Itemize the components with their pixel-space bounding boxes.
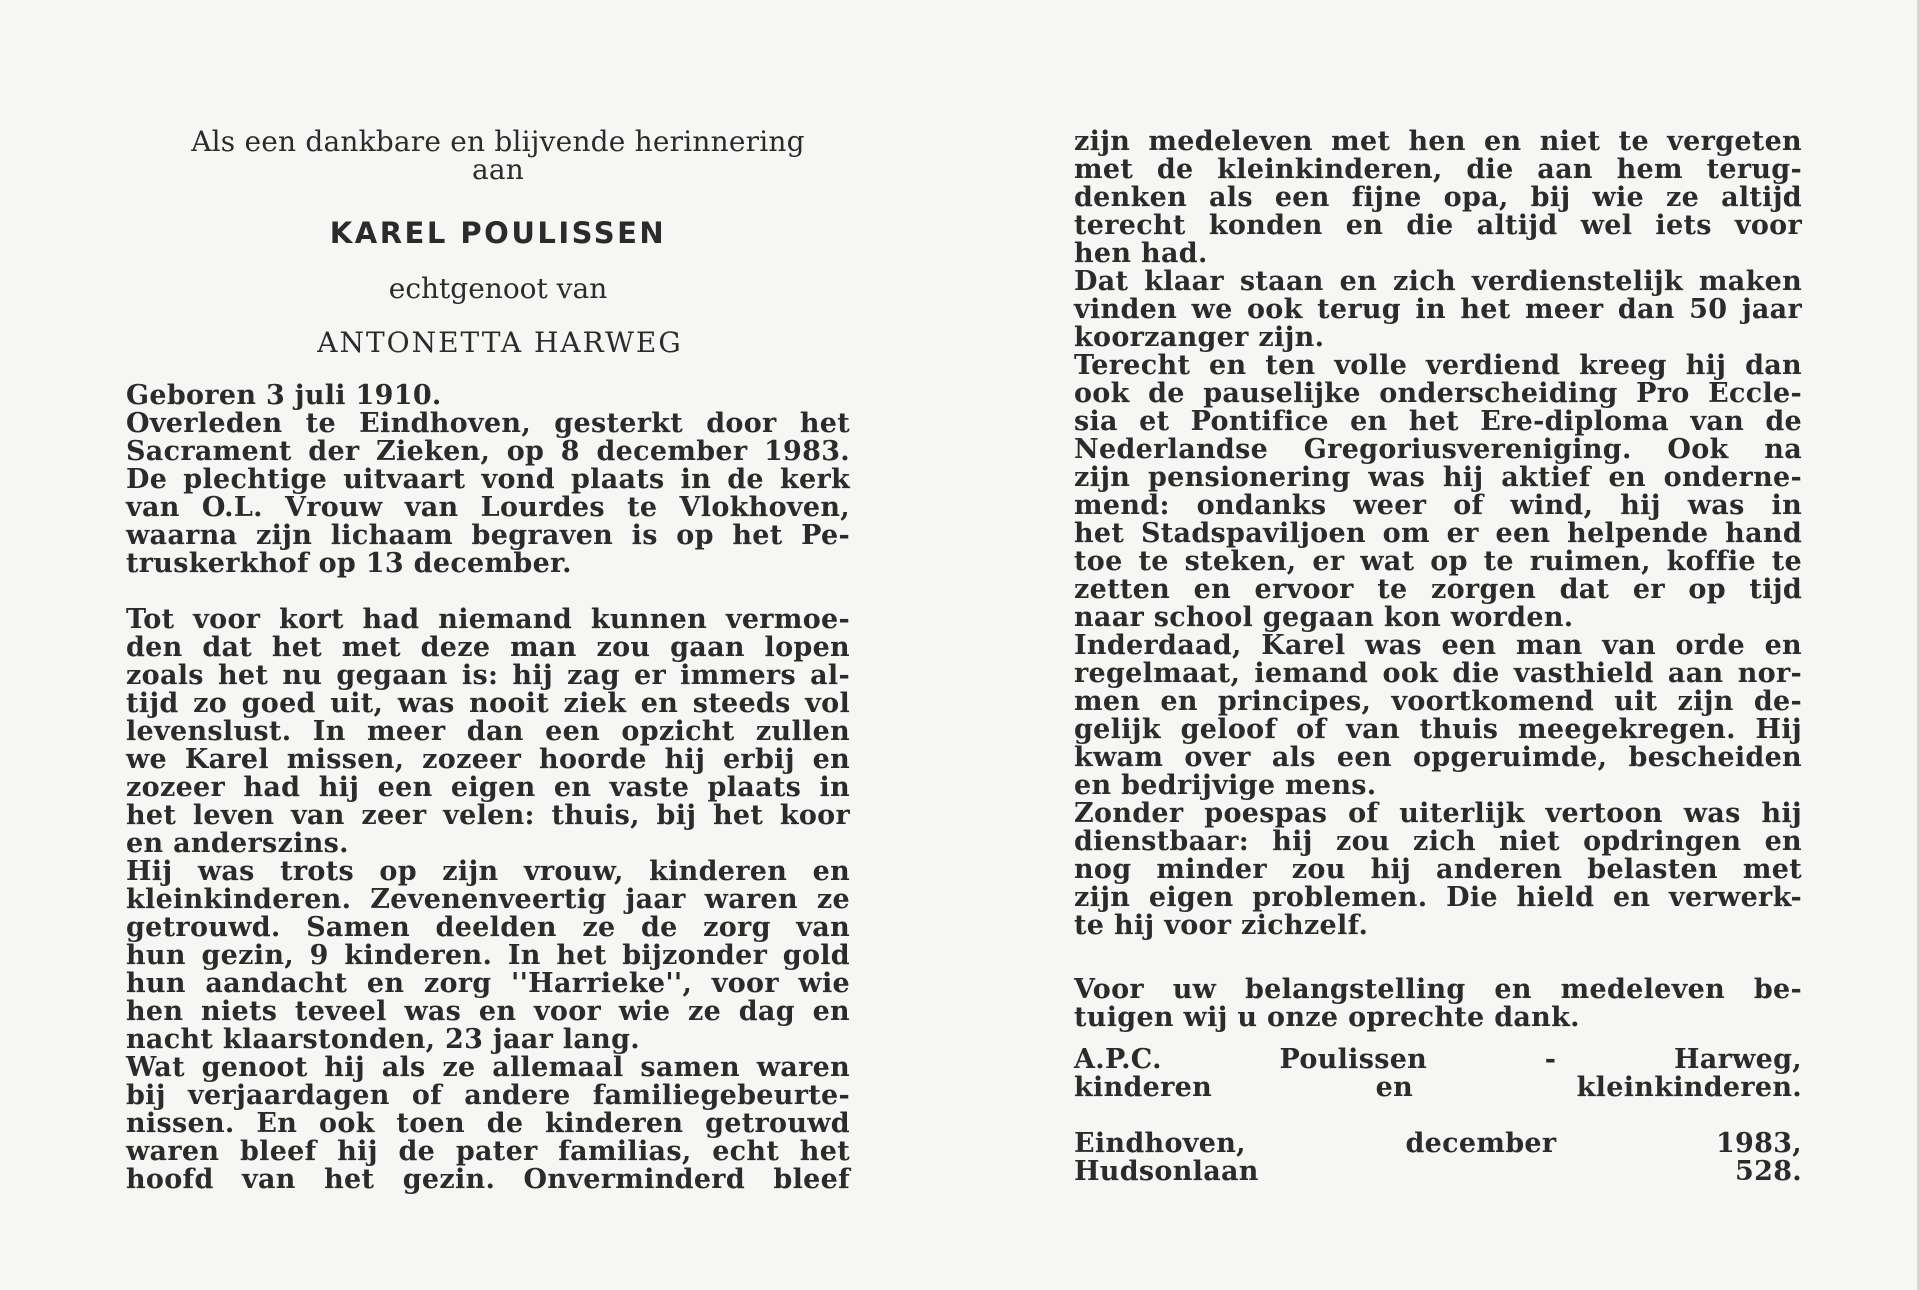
thanks-paragraph [1074, 976, 1802, 1032]
text-line: dienstbaar: hij zou zich niet opdringen en [1074, 826, 1802, 857]
text-line: regelmaat, iemand ook die vasthield aan nor- [1074, 658, 1802, 689]
text-line: truskerkhof op 13 december. [126, 548, 572, 579]
text-line: ook de pauselijke onderscheiding Pro Eccle- [1074, 378, 1802, 409]
text-line: zijn pensionering was hij aktief en onderne- [1074, 462, 1802, 493]
text-line: nissen. En ook toen de kinderen getrouwd [126, 1108, 850, 1139]
text-line: zetten en ervoor te zorgen dat er op tijd [1074, 574, 1802, 605]
text-line: getrouwd. Samen deelden ze de zorg van [126, 912, 850, 943]
text-line: hun gezin, 9 kinderen. In het bijzonder gold [126, 940, 850, 971]
text-line: mend: ondanks weer of wind, hij was in [1074, 490, 1802, 521]
text-line: waren bleef hij de pater familias, echt het [126, 1136, 850, 1167]
text-line: toe te steken, er wat op te ruimen, koffie te [1074, 546, 1802, 577]
text-line: en bedrijvige mens. [1074, 770, 1377, 801]
place-date-line: Eindhoven, december 1983, [1074, 1128, 1802, 1159]
intro-line-2: aan [471, 153, 525, 186]
text-line: men en principes, voortkomend uit zijn de- [1074, 686, 1802, 717]
body-left-paragraph [126, 606, 850, 1194]
text-line: Inderdaad, Karel was een man van orde en [1074, 630, 1802, 661]
text-line: Hij was trots op zijn vrouw, kinderen en [126, 856, 850, 887]
text-line: hoofd van het gezin. Onverminderd bleef [126, 1164, 850, 1195]
text-line: het leven van zeer velen: thuis, bij het koor [126, 800, 850, 831]
text-line: hen had. [1074, 238, 1208, 269]
text-line: bij verjaardagen of andere familiegebeurte- [126, 1080, 850, 1111]
text-line: Overleden te Eindhoven, gesterkt door het [126, 408, 850, 439]
text-line: hen niets teveel was en voor wie ze dag en [126, 996, 850, 1027]
spouse-intro: echtgenoot van [388, 272, 608, 305]
left-column [126, 125, 850, 1195]
text-line: Sacrament der Zieken, op 8 december 1983. [126, 436, 850, 467]
text-line: nog minder zou hij anderen belasten met [1074, 854, 1802, 885]
address-line: Hudsonlaan 528. [1074, 1156, 1802, 1187]
signature-line: A.P.C. Poulissen - Harweg, [1074, 1044, 1802, 1075]
text-line: en anderszins. [126, 828, 349, 859]
text-line: nacht klaarstonden, 23 jaar lang. [126, 1024, 640, 1055]
body-right-paragraph [1074, 128, 1802, 940]
card-header [126, 125, 850, 360]
text-line: Voor uw belangstelling en medeleven be- [1074, 974, 1802, 1005]
text-line: zozeer had hij een eigen en vaste plaats in [126, 772, 850, 803]
text-line: koorzanger zijn. [1074, 322, 1325, 353]
text-line: Zonder poespas of uiterlijk vertoon was hij [1074, 798, 1802, 829]
text-line: van O.L. Vrouw van Lourdes te Vlokhoven, [126, 492, 850, 523]
text-line: kwam over als een opgeruimde, bescheiden [1074, 742, 1802, 773]
text-line: Tot voor kort had niemand kunnen vermoe- [126, 604, 850, 635]
signature [1074, 1046, 1802, 1102]
text-line: naar school gegaan kon worden. [1074, 602, 1574, 633]
text-line: terecht konden en die altijd wel iets voor [1074, 210, 1802, 241]
text-line: Wat genoot hij als ze allemaal samen waren [126, 1052, 850, 1083]
text-line: levenslust. In meer dan een opzicht zullen [126, 716, 850, 747]
text-line: te hij voor zichzelf. [1074, 910, 1369, 941]
text-line: sia et Pontifice en het Ere-diploma van de [1074, 406, 1802, 437]
text-line: waarna zijn lichaam begraven is op het Pe- [126, 520, 850, 551]
text-line: den dat het met deze man zou gaan lopen [126, 632, 850, 663]
text-line: denken als een fijne opa, bij wie ze altijd [1074, 182, 1802, 213]
text-line: het Stadspaviljoen om er een helpende hand [1074, 518, 1802, 549]
text-line: Dat klaar staan en zich verdienstelijk maken [1074, 266, 1802, 297]
text-line: hun aandacht en zorg ''Harrieke'', voor wie [126, 968, 850, 999]
spouse-name: ANTONETTA HARWEG [317, 326, 683, 359]
intro-line-1: Als een dankbare en blijvende herinnering [191, 125, 805, 158]
facts-paragraph [126, 382, 850, 578]
text-line: zoals het nu gegaan is: hij zag er immers al- [126, 660, 850, 691]
right-column [1074, 128, 1802, 1186]
text-line: vinden we ook terug in het meer dan 50 jaar [1074, 294, 1802, 325]
deceased-name: KAREL POULISSEN [329, 216, 667, 250]
text-line: tijd zo goed uit, was nooit ziek en steeds vol [126, 688, 850, 719]
text-line: zijn medeleven met hen en niet te vergeten [1074, 126, 1802, 157]
text-line: met de kleinkinderen, die aan hem terug- [1074, 154, 1802, 185]
text-line: we Karel missen, zozeer hoorde hij erbij en [126, 744, 850, 775]
text-line: De plechtige uitvaart vond plaats in de kerk [126, 464, 850, 495]
text-line: gelijk geloof of van thuis meegekregen. Hij [1074, 714, 1802, 745]
text-line: tuigen wij u onze oprechte dank. [1074, 1002, 1580, 1033]
place-date [1074, 1130, 1802, 1186]
text-line: Terecht en ten volle verdiend kreeg hij dan [1074, 350, 1802, 381]
text-line: Geboren 3 juli 1910. [126, 380, 442, 411]
signature-line: kinderen en kleinkinderen. [1074, 1072, 1802, 1103]
text-line: Nederlandse Gregoriusvereniging. Ook na [1074, 434, 1802, 465]
text-line: zijn eigen problemen. Die hield en verwerk- [1074, 882, 1802, 913]
text-line: kleinkinderen. Zevenenveertig jaar waren ze [126, 884, 850, 915]
